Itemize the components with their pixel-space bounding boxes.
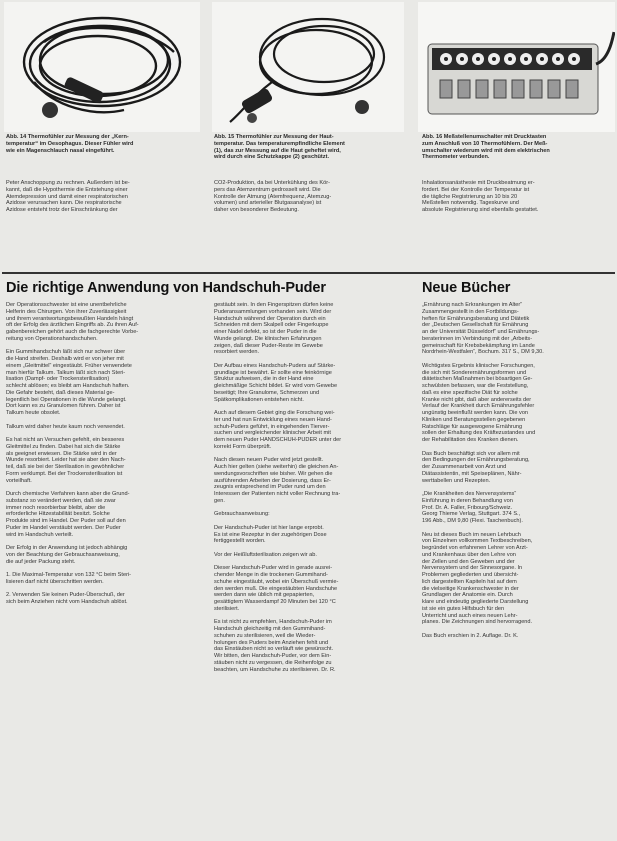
top-text-column-3: Inhalationsanästhesie mit Druckbeatmung er- fordert. Bei der Kontrolle der Temperatur ist die tägliche Registrierung an 10 bis 20 Meßstellen notwendig. Tageskurve und absolute Registrierung sind ebenfalls gestattet. xyxy=(422,180,539,213)
figure-15-photo xyxy=(212,2,404,132)
figure-16-caption: Abb. 16 Meßstellenumschalter mit Drucktasten zum Anschluß von 10 Thermofühlern. Der Meß- umschalter wiederum wird mit dem elektrischen Thermometer verbunden. xyxy=(422,134,550,161)
figure-16-photo xyxy=(418,2,615,132)
top-text-column-1: Peter Anschoppung zu rechnen. Außerdem ist be- kannt, daß die Hypothermie die Entstehung einer Atemdepression und damit einer respiratorischen Azidose verursachen kann. Die respiratorische Azidose entsteht trotz der Einschränkung der xyxy=(6,180,130,213)
figure-14-caption: Abb. 14 Thermofühler zur Messung der „Kern- temperatur“ im Oesophagus. Dieser Fühler wird wie ein Magenschlauch nasal eingeführt. xyxy=(6,134,134,154)
thermo-probe-cable-image xyxy=(4,2,200,132)
measuring-point-switch-image xyxy=(418,2,615,132)
article-column-1: Der Operationsschwester ist eine unentbehrliche Helferin des Chirurgen. Von ihrer Zuverlässigkeit und ihrem verantwortungsbewußten Handeln hängt oft der Erfolg des ärztlichen Eingriffs ab. Zu ihren Auf- gabenbereichen gehört auch die fachgerechte Vorbe- reitung von Operationshandschuhen. Ein Gummihandschuh läßt sich nur schwer über die Hand streifen. Deshalb wird er von jeher mit einem „Gleitmittel“ eingestäubt. Früher verwendete man hierfür Talkum. Talkum läßt sich nach Steri- lisation (Dampf- oder Trockensterilisation) schlecht ablösen; es bleibt am Handschuh haften. Die Gefahr besteht, daß dieses Material ge- legentlich bei Operationen in die Wunde gelangt. Dort kann es zu Granulomen führen. Daher ist Talkum heute obsolet. Talkum wird daher heute kaum noch verwendet. Es hat nicht an Versuchen gefehlt, ein besseres Gleitmittel zu finden. Dabei hat sich die Stärke als geeignet erwiesen. Die Stärke wird in der Wunde resorbiert. Leider hat sie aber den Nach- teil, daß sie bei der Sterilisation in gewöhnlicher Form verklumpt. Bei der Trockensterilisation ist vorteilhaft. Durch chemische Verfahren kann aber die Grund- substanz so verändert werden, daß sie zwar immer noch resorbierbar bleibt, aber die erforderliche Hitzestabilität besitzt. Solche Produkte sind im Handel. Der Puder soll auf den Puder im Handel verstäubt werden. Der Puder wird im Handschuh verteilt. Der Erfolg in der Anwendung ist jedoch abhängig von der Beachtung der Gebrauchsanweisung, die auf jeder Packung steht. 1. Die Maximal-Temperatur von 132 °C beim Steri- lisieren darf nicht überschritten werden. 2. Verwenden Sie keinen Puder-Überschuß, der sich beim Anziehen nicht vom Handschuh ablöst. xyxy=(6,302,139,605)
skin-temperature-probe-image xyxy=(212,2,404,132)
figure-15-caption: Abb. 15 Thermofühler zur Messung der Haut- temperatur. Das temperaturempfindliche Element (1), das zur Messung auf die Haut geheftet wird, wird durch eine Schutzkappe (2) geschützt. xyxy=(214,134,345,161)
article-title: Die richtige Anwendung von Handschuh-Puder xyxy=(6,280,326,296)
books-column: „Ernährung nach Erkrankungen im Alter“ Zusammengestellt in den Fortbildungs- heften für Ernährungsberatung und Diätetik der „Deutschen Gesellschaft für Ernährung an der Universität Düsseldorf“ und Ernährungs- beraterinnen im Verbindung mit der „Arbeits- gemeinschaft für Krebsbekämpfung im Lande Nordrhein-Westfalen“, Bochum. 317 S., DM 9,30. Wichtigstes Ergebnis klinischer Forschungen, die sich mit Sonderernährungsformen und diätetischen Maßnahmen bei bösartigen Ge- schwülsten befassen, war die Feststellung, daß es eine spezifische Diät für solche Kranke nicht gibt, daß aber andererseits der Verlauf der Krankheit durch Ernährungsfehler ungünstig beeinflußt werden kann. Die von Kliniken und Beratungsstellen gegebenen Ratschläge für ausgewogene Ernährung sollen der Erhaltung des Kräftezustandes und der Rehabilitation des Kranken dienen. Das Buch beschäftigt sich vor allem mit den Bedingungen der Ernährungsberatung, der Zusammenarbeit von Arzt und Diätassistentin, mit Speiseplänen, Nähr- werttabellen und Rezepten. „Die Krankheiten des Nervensystems“ Einführung in deren Behandlung von Prof. Dr. A. Faller, Fribourg/Schweiz. Georg Thieme Verlag, Stuttgart. 374 S., 196 Abb., DM 9,80 (Flexi. Taschenbuch). Neu ist dieses Buch im neuen Lehrbuch von Einzelnen vollkommen Textbeschreiben, begründet von erfahrenen Lehrer von Arzt- und Krankenhaus über den Lehre von der Zellen und den Geweben und der Nervensystem und der Sinnesorgane. In Problemen gegliederten und übersicht- lich dargestellten Kapiteln hat auf dem die vielseitige Krankenschwester in der Grundlagen der Anatomie ein. Durch klare und eindeutig gegliederte Darstellung ist sie ein gutes Hilfsbuch für den Unterricht und auch eines neuen Lehr- planes. Die Zeichnungen sind hervorragend. Das Buch erschien in 2. Auflage. Dr. K. xyxy=(422,302,544,639)
article-column-2: gestäubt sein. In den Fingerspitzen dürfen keine Puderansammlungen vorhanden sein. Wird der Handschuh während der Operation durch ein Schneiden mit dem Skalpell oder Fingerkuppe einer Nadel defekt, so ist der Puder in die Wunde gelangt. Die klinischen Erfahrungen zeigen, daß dieser Puder-Reste im Gewebe resorbiert werden. Der Aufbau eines Handschuh-Puders auf Stärke- grundlage ist bewährt. Er sollte eine feinkörnige Struktur aufweisen, die in der Hand eine gleichmäßige Schicht bildet. Er wird vom Gewebe beseitigt; Ihre Granulome, Schmerzen und Spätkomplikationen entstehen nicht. Auch auf diesem Gebiet ging die Forschung wei- ter und hat nun Entwicklung eines neuen Hand- schuh-Puders geführt, in eingehenden Tierver- suchen und vergleichender klinischer Arbeit mit dem neuen Puder HANDSCHUH-PUDER unter der korrekt Form überprüft. Nach diesen neuen Puder wird jetzt gestellt. Auch hier gelten (siehe weiterhin) die gleichen An- wendungsvorschriften wie bisher. Wir gehen die ausführenden Arbeiten der Dosierung, dass Er- zeugnis entsprechend im Puder rund um den Interessen der Patienten nicht voller Rechnung tra- gen. Gebrauchsanweisung: Der Handschuh-Puder ist hier lange erprobt. Es ist eine Rezeptur in der zugehörigen Dose fertiggestellt worden. Vor der Heißluftsterilisation zeigen wir ab. Dieser Handschuh-Puder wird in gerade ausrei- chender Menge in die trockenen Gummihand- schuhe eingestäubt, wobei ein Überschuß vermie- den werden muß. Die eingestäubten Handschuhe werden dann wie üblich mit gepapierten, gesättigtem Wasserdampf 20 Minuten bei 120 °C sterilisiert. Es ist nicht zu empfehlen, Handschuh-Puder im Handschuh gleichzeitig mit den Gummihand- schuhen zu sterilisieren, weil die Wieder- holungen des Puders beim Anziehen fehlt und das Einstäuben nicht so verläuft wie gewünscht. Wir bitten, den Handschuh-Puder, vor dem Ein- stäuben nicht zu vergessen, die Reihenfolge zu beachten, um Handschuhe zu sterilisieren. Dr. R. xyxy=(214,302,342,673)
top-text-column-2: CO2-Produktion, da bei Unterkühlung des Kör- pers das Atemzentrum gedrosselt wird. Die Kontrolle der Atmung (Atemfrequenz, Atemzug- volumen) und arterieller Blutgasanalyse) ist daher von besonderer Bedeutung. xyxy=(214,180,332,213)
figure-14-photo xyxy=(4,2,200,132)
section-divider xyxy=(2,272,615,274)
books-title: Neue Bücher xyxy=(422,280,511,296)
